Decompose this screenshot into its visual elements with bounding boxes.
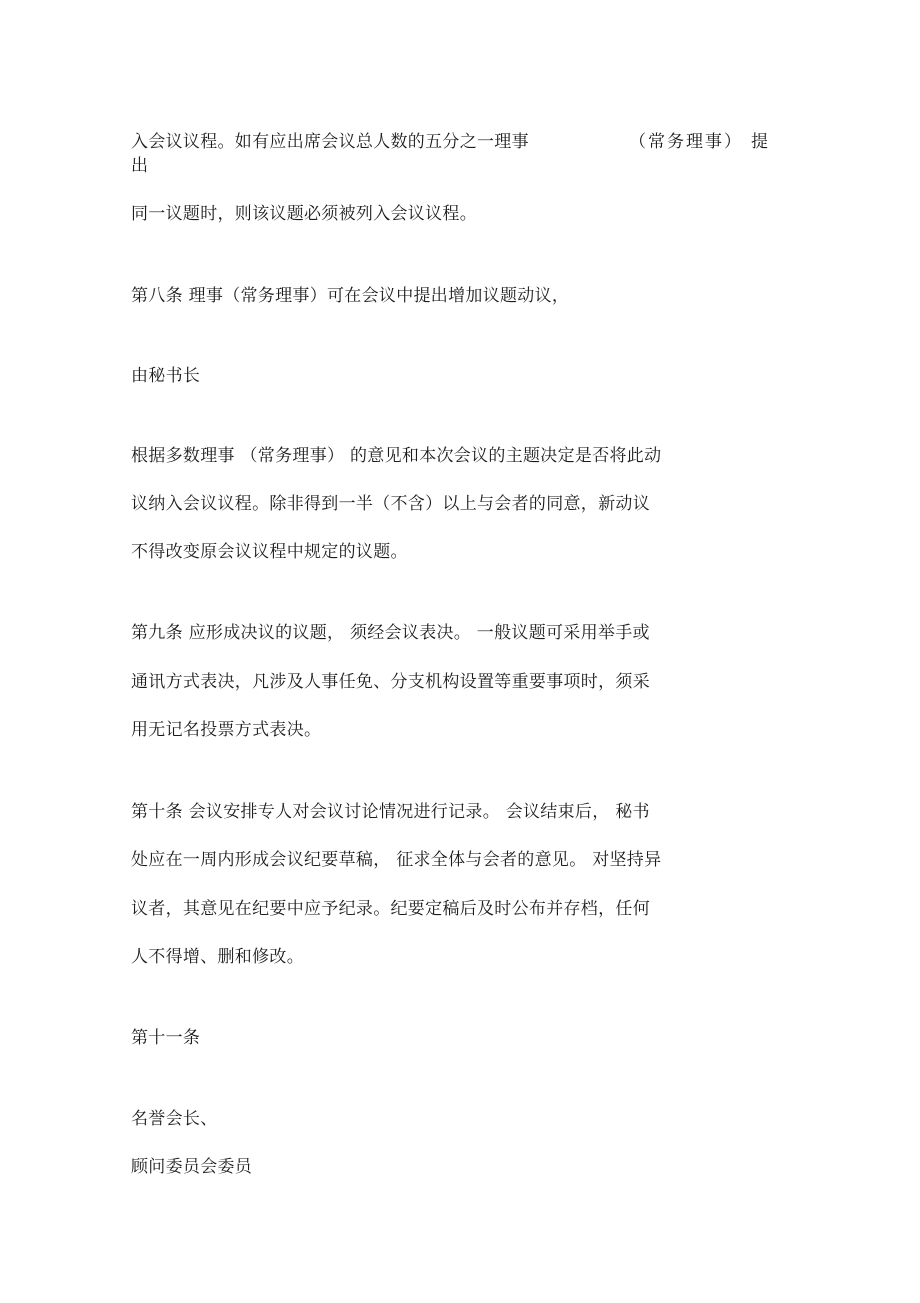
text-line: 用无记名投票方式表决。: [131, 720, 322, 740]
text-line: 入会议议程。如有应出席会议总人数的五分之一理事: [131, 132, 529, 152]
text-fragment: （常务理事）: [629, 132, 743, 152]
text-line: 顾问委员会委员: [131, 1157, 253, 1177]
text-line: 不得改变原会议议程中规定的议题。: [131, 542, 408, 562]
article-8-heading-line: 第八条 理事（常务理事）可在会议中提出增加议题动议，: [131, 286, 570, 306]
text-line: 由秘书长: [131, 366, 201, 386]
article-10-heading-line: 第十条 会议安排专人对会议讨论情况进行记录。 会议结束后， 秘书: [131, 802, 650, 822]
text-line: 同一议题时，则该议题必须被列入会议议程。: [131, 204, 477, 224]
text-line: 根据多数理事 （常务理事） 的意见和本次会议的主题决定是否将此动: [131, 446, 662, 466]
article-9-heading-line: 第九条 应形成决议的议题， 须经会议表决。 一般议题可采用举手或: [131, 623, 650, 643]
text-fragment: 提: [751, 132, 768, 152]
article-11-heading: 第十一条: [131, 1028, 201, 1048]
text-line: 人不得增、删和修改。: [131, 947, 304, 967]
text-line: 出: [131, 156, 149, 176]
text-line: 议者，其意见在纪要中应予纪录。纪要定稿后及时公布并存档，任何: [131, 899, 650, 919]
text-line: 通讯方式表决，凡涉及人事任免、分支机构设置等重要事项时，须采: [131, 672, 650, 692]
text-line: 议纳入会议议程。除非得到一半（不含）以上与会者的同意，新动议: [131, 494, 650, 514]
text-line: 名誉会长、: [131, 1109, 218, 1129]
text-line: 处应在一周内形成会议纪要草稿， 征求全体与会者的意见。 对坚持异: [131, 850, 662, 870]
